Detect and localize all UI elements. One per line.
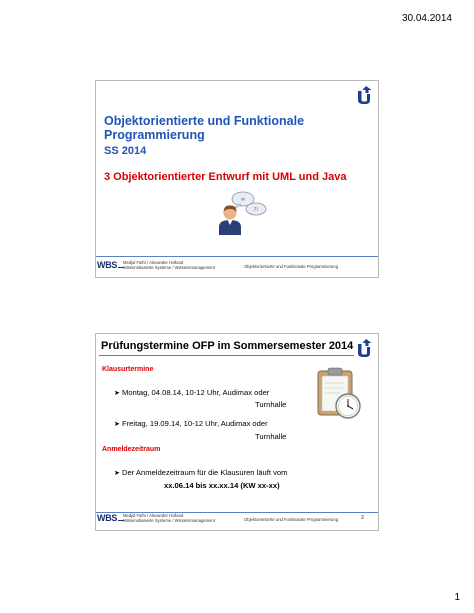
slide-footer [96, 257, 378, 277]
semester-label: SS 2014 [104, 145, 147, 157]
list-item-exam-1: ➤ Montag, 04.08.14, 10-12 Uhr, Audimax oder [114, 388, 270, 397]
footer-course: Objektorientierte und Funktionale Programmierung [244, 517, 339, 522]
heading-divider [99, 355, 354, 356]
slide-number: 2 [360, 515, 364, 521]
chapter-title: 3 Objektorientierter Entwurf mit UML und Java [104, 171, 347, 183]
bullet-arrow-icon: ➤ [114, 390, 120, 397]
slide-footer [96, 510, 378, 530]
slide-heading: Prüfungstermine OFP im Sommersemester 2014 [101, 340, 354, 352]
footer-course: Objektorientierte und Funktionale Programmierung [244, 264, 339, 269]
footer-authors: Medjid Fathi / Alexander Holland Wissensbasierte Systeme / Wissensmanagement [123, 260, 215, 270]
title-block [104, 114, 344, 157]
page-date: 30.04.2014 [401, 13, 452, 24]
clipboard-clock-icon [314, 366, 364, 422]
list-item-exam-1-cont: Turnhalle [255, 400, 287, 409]
page-number: 1 [454, 592, 460, 603]
university-logo-icon [356, 85, 373, 105]
university-logo-icon [356, 338, 373, 358]
discussion-clipart-icon [211, 189, 271, 235]
list-item-exam-2: ➤ Freitag, 19.09.14, 10-12 Uhr, Audimax oder [114, 419, 268, 428]
svg-text:?!: ?! [253, 207, 259, 213]
list-item-exam-2-cont: Turnhalle [255, 432, 287, 441]
wbs-logo: WBS [97, 513, 124, 523]
list-item-registration: ➤ Der Anmeldezeitraum für die Klausuren läuft vom [114, 468, 288, 477]
course-title-line1: Objektorientierte und Funktionale [104, 114, 305, 128]
svg-text:∞: ∞ [240, 196, 246, 203]
section-exam-dates: Klausurtermine [102, 366, 154, 373]
wbs-logo: WBS [97, 260, 124, 270]
bullet-arrow-icon: ➤ [114, 470, 120, 477]
registration-dates: xx.06.14 bis xx.xx.14 (KW xx-xx) [164, 481, 280, 490]
bullet-arrow-icon: ➤ [114, 421, 120, 428]
footer-authors: Medjid Fathi / Alexander Holland Wissensbasierte Systeme / Wissensmanagement [123, 513, 215, 523]
course-title-line2: Programmierung [104, 128, 205, 142]
section-registration: Anmeldezeitraum [102, 446, 161, 453]
slide-exam-dates [95, 333, 379, 531]
slide-title [95, 80, 379, 278]
